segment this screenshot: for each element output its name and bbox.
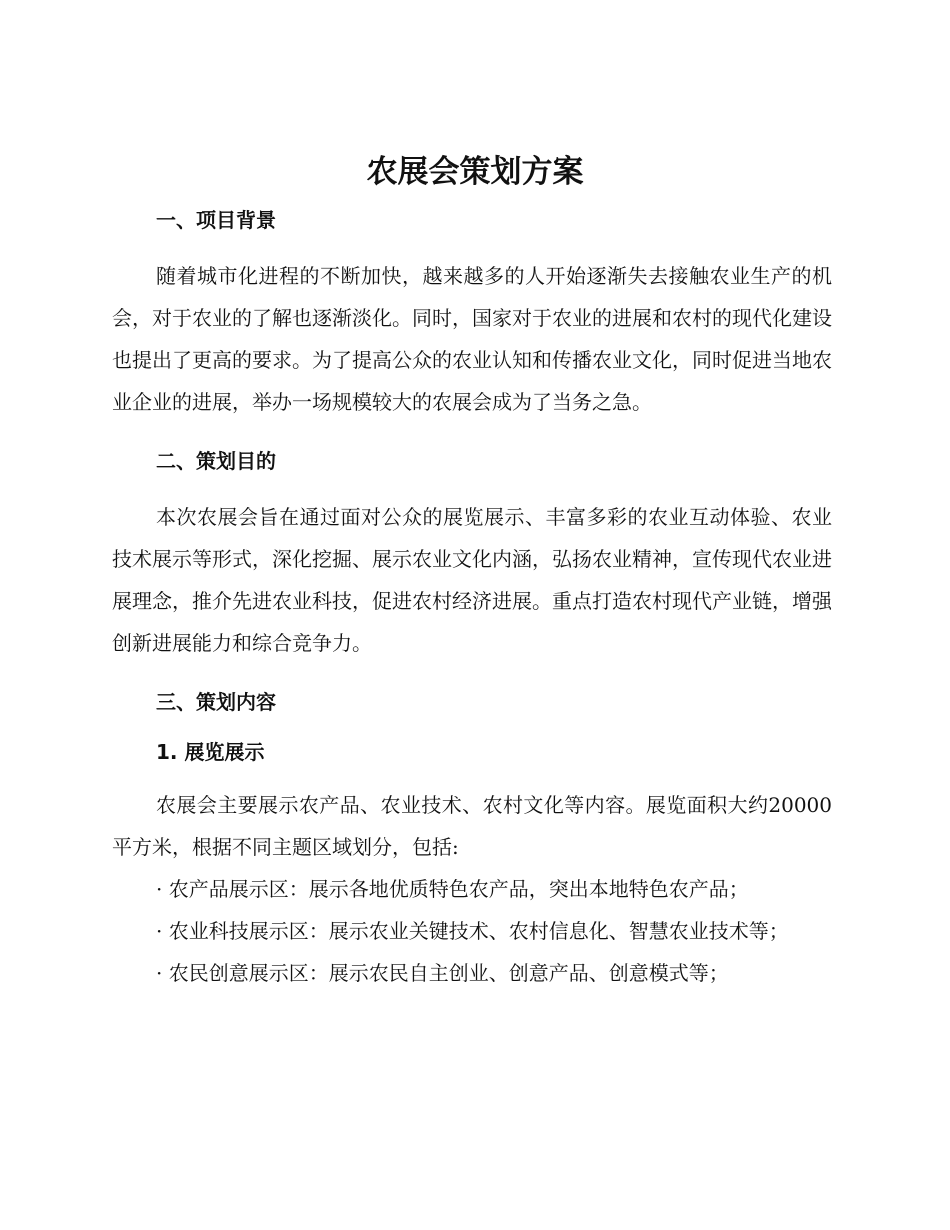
paragraph-background: 随着城市化进程的不断加快，越来越多的人开始逐渐失去接触农业生产的机会，对于农业的了解也逐渐淡化。同时，国家对于农业的进展和农村的现代化建设也提出了更高的要求。为了提高公众的农业认知和传播农业文化，同时促进当地农业企业的进展，举办一场规模较大的农展会成为了当务之急。 (112, 264, 832, 414)
bullet-item-technology: · 农业科技展示区：展示农业关键技术、农村信息化、智慧农业技术等； (156, 919, 789, 943)
section-heading-background: 一、项目背景 (156, 208, 276, 232)
bullet-item-products: · 农产品展示区：展示各地优质特色农产品，突出本地特色农产品； (156, 877, 749, 901)
document-title: 农展会策划方案 (366, 154, 584, 190)
document-body (112, 202, 832, 994)
paragraph-purpose: 本次农展会旨在通过面对公众的展览展示、丰富多彩的农业互动体验、农业技术展示等形式，深化挖掘、展示农业文化内涵，弘扬农业精神，宣传现代农业进展理念，推介先进农业科技，促进农村经济进展。重点打造农村现代产业链，增强创新进展能力和综合竞争力。 (112, 505, 832, 655)
section-heading-purpose: 二、策划目的 (156, 449, 276, 473)
subsection-heading-exhibition: 1. 展览展示 (156, 740, 265, 764)
paragraph-exhibition: 农展会主要展示农产品、农业技术、农村文化等内容。展览面积大约20000平方米，根据不同主题区域划分，包括: (112, 793, 832, 859)
section-heading-content: 三、策划内容 (156, 690, 276, 714)
bullet-item-creative: · 农民创意展示区：展示农民自主创业、创意产品、创意模式等； (156, 961, 729, 985)
